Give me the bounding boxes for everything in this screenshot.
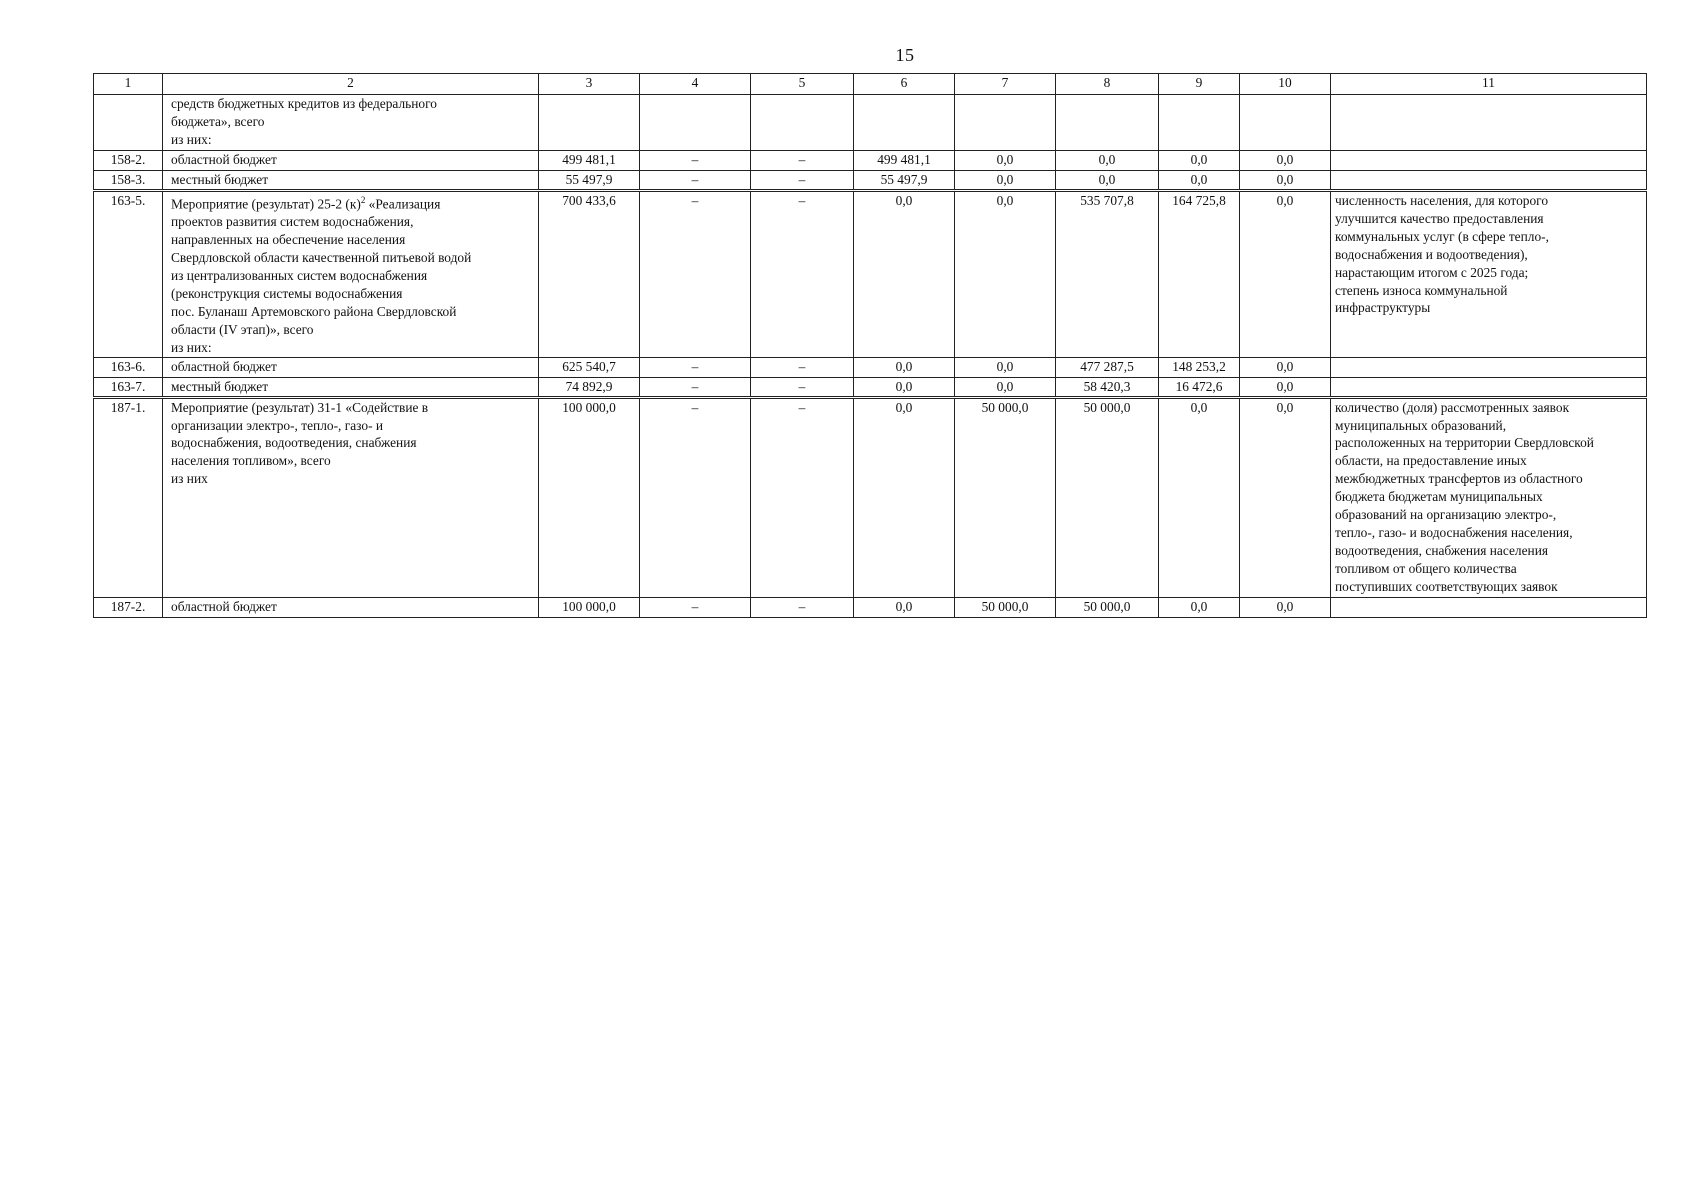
row-indicator [1331,597,1647,617]
column-header: 10 [1240,74,1331,95]
table-row [94,151,1647,171]
column-header: 7 [955,74,1056,95]
value-total [539,95,640,151]
value-year: 16 472,6 [1159,377,1240,397]
table-row [94,397,1647,597]
table-row [94,377,1647,397]
row-number: 158-2. [94,151,163,171]
table-row [94,95,1647,151]
value-year: – [640,397,751,597]
column-header: 2 [163,74,539,95]
value-year: – [640,151,751,171]
column-header: 11 [1331,74,1647,95]
value-year: – [751,171,854,191]
value-year: 0,0 [1240,397,1331,597]
value-year [1159,95,1240,151]
table-row [94,597,1647,617]
value-total: 700 433,6 [539,191,640,358]
value-total: 55 497,9 [539,171,640,191]
column-header: 5 [751,74,854,95]
value-total: 100 000,0 [539,397,640,597]
value-year: 0,0 [1240,357,1331,377]
column-header: 4 [640,74,751,95]
value-year: 0,0 [854,377,955,397]
row-name: областной бюджет [163,597,539,617]
value-year [1240,95,1331,151]
row-number: 187-1. [94,397,163,597]
value-year: 477 287,5 [1056,357,1159,377]
row-number: 187-2. [94,597,163,617]
row-number: 163-7. [94,377,163,397]
value-year: 0,0 [955,191,1056,358]
value-year: 0,0 [1159,171,1240,191]
row-indicator [1331,171,1647,191]
column-header: 6 [854,74,955,95]
value-year: 50 000,0 [1056,597,1159,617]
value-year: 0,0 [1056,151,1159,171]
column-header: 1 [94,74,163,95]
value-year: – [751,397,854,597]
value-year: – [640,171,751,191]
value-year: 0,0 [854,597,955,617]
row-name: средств бюджетных кредитов из федерального бюджета», всего из них: [163,95,539,151]
value-year [640,95,751,151]
column-header: 8 [1056,74,1159,95]
value-year: 0,0 [1240,597,1331,617]
value-total: 100 000,0 [539,597,640,617]
row-indicator: количество (доля) рассмотренных заявок муниципальных образований, расположенных на территории Свердловской области, на предоставление иных межбюджетных трансфертов из областного бюджета бюджетам муниципальных образований на организацию электро-, тепло-, газо- и водоснабжения населения, водоотведения, снабжения населения топливом от общего количества поступивших соответствующих заявок [1331,397,1647,597]
value-year: 0,0 [955,151,1056,171]
row-indicator [1331,95,1647,151]
table-row [94,171,1647,191]
value-year: – [640,597,751,617]
row-indicator: численность населения, для которого улучшится качество предоставления коммунальных услуг (в сфере тепло-, водоснабжения и водоотведения), нарастающим итогом с 2025 года; степень износа коммунальной инфраструктуры [1331,191,1647,358]
value-year: 0,0 [1240,377,1331,397]
value-year: 0,0 [1056,171,1159,191]
row-name: местный бюджет [163,171,539,191]
row-name: местный бюджет [163,377,539,397]
row-number [94,95,163,151]
row-indicator [1331,151,1647,171]
value-year: 148 253,2 [1159,357,1240,377]
page-number: 15 [895,45,915,65]
value-year: 55 497,9 [854,171,955,191]
value-total: 625 540,7 [539,357,640,377]
value-year [751,95,854,151]
value-year: – [751,191,854,358]
value-year: 58 420,3 [1056,377,1159,397]
budget-table [93,73,1647,618]
value-year: 50 000,0 [955,597,1056,617]
row-name: областной бюджет [163,151,539,171]
value-year: – [751,597,854,617]
row-name: Мероприятие (результат) 31-1 «Содействие в организации электро-, тепло-, газо- и водоснабжения, водоотведения, снабжения населения топливом», всего из них [163,397,539,597]
value-year: 0,0 [1159,397,1240,597]
column-header: 9 [1159,74,1240,95]
value-year: – [640,191,751,358]
value-year: – [640,357,751,377]
value-year: 0,0 [955,377,1056,397]
value-year: 0,0 [1240,171,1331,191]
row-number: 163-5. [94,191,163,358]
value-year: 164 725,8 [1159,191,1240,358]
value-year: 0,0 [1159,597,1240,617]
footnote-mark: 2 [360,195,366,205]
row-number: 163-6. [94,357,163,377]
value-year: 0,0 [854,191,955,358]
value-year: 0,0 [854,357,955,377]
value-year: – [751,151,854,171]
value-total: 74 892,9 [539,377,640,397]
value-year: 0,0 [1240,151,1331,171]
row-name-prefix: Мероприятие (результат) 25-2 (к) [171,196,361,212]
value-year: 0,0 [1159,151,1240,171]
column-number-row [94,74,1647,95]
value-year: 535 707,8 [1056,191,1159,358]
value-year: 0,0 [955,357,1056,377]
value-total: 499 481,1 [539,151,640,171]
value-year: – [640,377,751,397]
value-year: 0,0 [854,397,955,597]
row-indicator [1331,357,1647,377]
value-year [1056,95,1159,151]
row-name-text: «Реализация проектов развития систем водоснабжения, направленных на обеспечение населения Свердловской области качественной питьевой водой из централизованных систем водоснабжения (реконструкция системы водоснабжения пос. Буланаш Артемовского района Свердловской области (IV этап)», всего из них: [171,196,472,355]
row-number: 158-3. [94,171,163,191]
value-year: – [751,377,854,397]
value-year: 499 481,1 [854,151,955,171]
value-year: 50 000,0 [1056,397,1159,597]
table-row [94,191,1647,358]
column-header: 3 [539,74,640,95]
value-year: 50 000,0 [955,397,1056,597]
table-row [94,357,1647,377]
value-year [854,95,955,151]
value-year [955,95,1056,151]
value-year: – [751,357,854,377]
row-name: областной бюджет [163,357,539,377]
row-indicator [1331,377,1647,397]
value-year: 0,0 [1240,191,1331,358]
value-year: 0,0 [955,171,1056,191]
row-name [163,191,539,358]
